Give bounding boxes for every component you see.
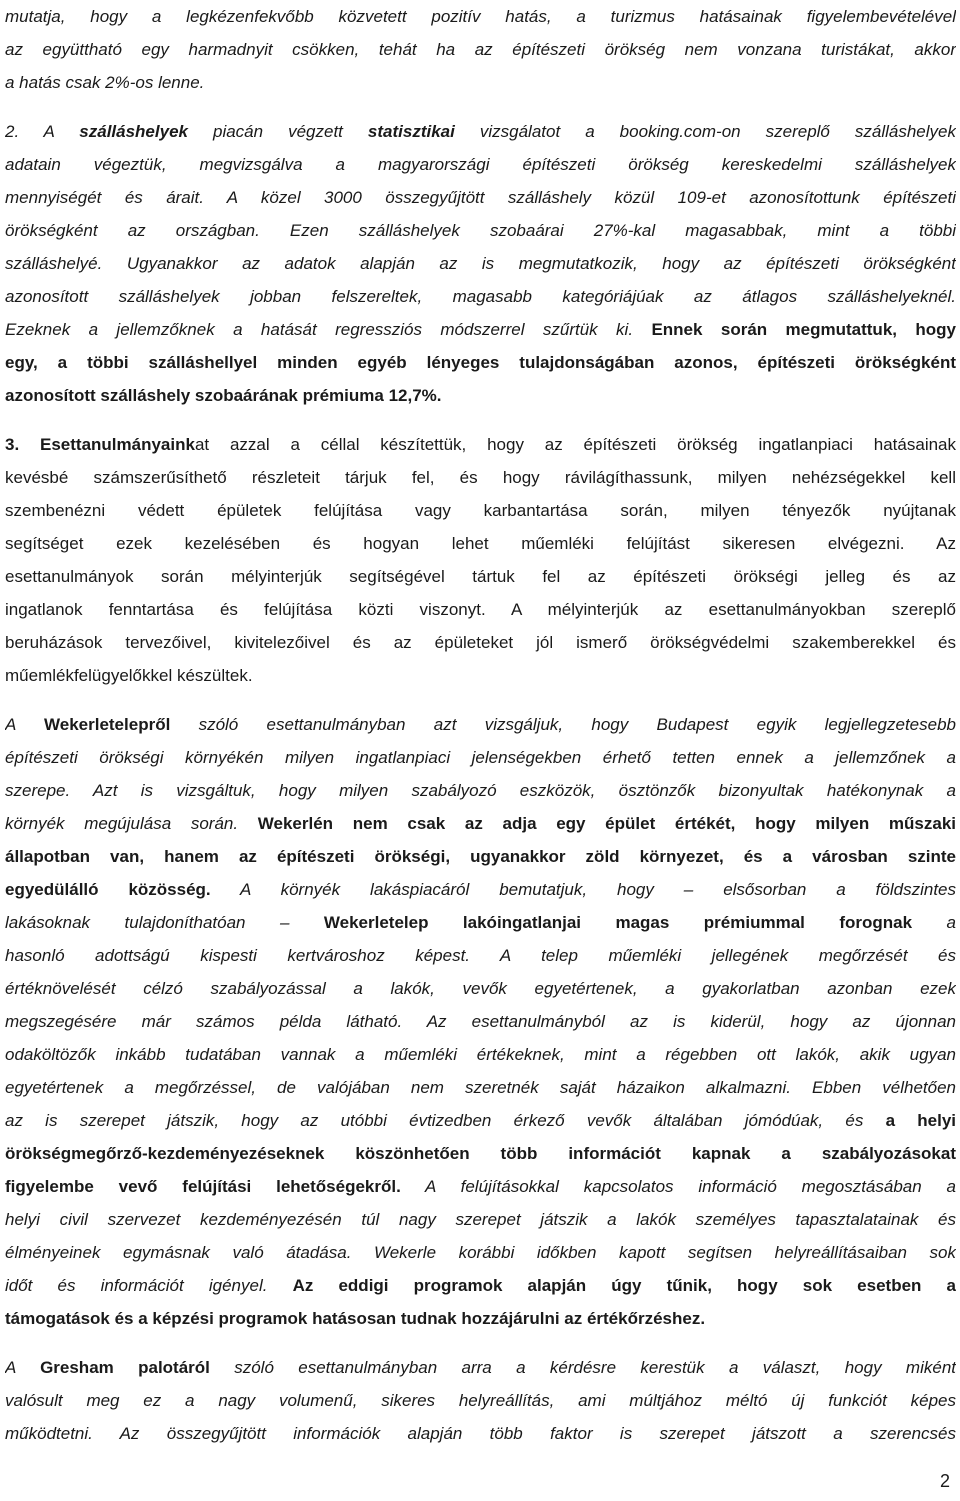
text-run: Wekerletelepről: [44, 715, 171, 734]
text-run: A felújításokkal kapcsolatos információ megosztásában a: [400, 1177, 956, 1196]
text-run: segítséget ezek kezelésében és hogyan lehet műemléki felújítást sikeresen elvégezni. Az: [5, 534, 956, 553]
text-run: élményeinek egymásnak való átadása. Wekerle korábbi időkben kapott segítsen helyreállításaiban sok: [5, 1243, 956, 1262]
text-line: [5, 1384, 956, 1417]
text-run: A környék lakáspiacáról bemutatjuk, hogy – elsősorban a földszintes: [210, 880, 956, 899]
text-line: [5, 873, 956, 906]
text-run: környék megújulása során.: [5, 814, 258, 833]
text-line: [5, 1351, 956, 1384]
paragraph: [5, 1351, 956, 1450]
text-line: [5, 560, 956, 593]
text-line: [5, 1203, 956, 1236]
text-run: örökségként az országban. Ezen szálláshelyek szobaárai 27%-kal magasabbak, mint a többi: [5, 221, 956, 240]
text-run: lakásoknak tulajdoníthatóan –: [5, 913, 324, 932]
text-run: beruházások tervezőivel, kivitelezőivel és az épületeket jól ismerő örökségvédelmi szakemberekkel és: [5, 633, 956, 652]
text-run: megszegésére már számos példa látható. Az esettanulmányból az is kiderül, hogy az újonnan: [5, 1012, 956, 1031]
text-line: [5, 313, 956, 346]
text-line: [5, 1417, 956, 1450]
page-number: 2: [939, 1471, 950, 1491]
text-run: állapotban van, hanem az építészeti örökségi, ugyanakkor zöld környezet, és a városban szinte: [5, 847, 956, 866]
text-run: ingatlanok fenntartása és felújítása közti viszonyt. A mélyinterjúk az esettanulmányokban szereplő: [5, 600, 956, 619]
text-line: [5, 939, 956, 972]
text-run: egyedülálló közösség.: [5, 880, 211, 899]
text-run: odaköltözők inkább tudatában vannak a műemléki értékeknek, mint a régebben ott lakók, akik ugyan: [5, 1045, 956, 1064]
text-line: [5, 379, 956, 412]
text-run: szóló esettanulmányban arra a kérdésre kerestük a választ, hogy miként: [209, 1358, 956, 1377]
text-line: [5, 0, 956, 33]
text-run: 3. Esettanulmányaink: [5, 435, 195, 454]
text-run: piacán végzett: [187, 122, 368, 141]
text-run: az is szerepet játszik, hogy az utóbbi évtizedben érkező vevők általában jómódúak, és: [5, 1111, 886, 1130]
text-run: azonosított szálláshely szobaárának prémiuma 12,7%.: [5, 386, 442, 405]
text-run: Gresham palotáról: [40, 1358, 210, 1377]
text-run: mennyiségét és árait. A közel 3000 összegyűjtött szálláshely közül 109-et azonosítottunk építészeti: [5, 188, 956, 207]
text-line: [5, 66, 956, 99]
text-run: szálláshelyek: [79, 122, 188, 141]
text-run: építészeti örökségi környékén milyen ingatlanpiaci jelenségekben érhető tetten ennek a jellemzőnek a: [5, 748, 956, 767]
text-run: at azzal a céllal készítettük, hogy az építészeti örökség ingatlanpiaci hatásainak: [194, 435, 956, 454]
text-run: szóló esettanulmányban azt vizsgáljuk, hogy Budapest egyik legjellegzetesebb: [170, 715, 956, 734]
paragraph: [5, 428, 956, 692]
text-run: egy, a többi szálláshellyel minden egyéb lényeges tulajdonságában azonos, építészeti örökségként: [5, 353, 956, 372]
text-line: [5, 807, 956, 840]
text-line: [5, 972, 956, 1005]
text-run: örökségmegőrző-kezdeményezéseknek köszönhetően több információt kapnak a szabályozásokat: [5, 1144, 956, 1163]
text-run: Az eddigi programok alapján úgy tűnik, hogy sok esetben a: [292, 1276, 956, 1295]
text-run: hasonló adottságú kispesti kertvároshoz képest. A telep műemléki jellegének megőrzését és: [5, 946, 956, 965]
text-line: [5, 247, 956, 280]
text-line: [5, 1005, 956, 1038]
text-run: egyetértenek a megőrzéssel, de valójában nem szeretnék saját házaikon alkalmazni. Ebben vélhetően: [5, 1078, 956, 1097]
text-run: statisztikai: [367, 122, 455, 141]
text-run: A: [5, 1358, 41, 1377]
text-line: [5, 840, 956, 873]
text-line: [5, 1170, 956, 1203]
text-line: [5, 494, 956, 527]
text-run: A: [5, 715, 44, 734]
text-line: [5, 741, 956, 774]
text-line: [5, 1071, 956, 1104]
text-run: szálláshelyé. Ugyanakkor az adatok alapján az is megmutatkozik, hogy az építészeti örökségként: [5, 254, 956, 273]
paragraph: [5, 0, 956, 99]
text-run: Wekerlén nem csak az adja egy épület értékét, hogy milyen műszaki: [257, 814, 956, 833]
text-line: [5, 626, 956, 659]
text-run: műemlékfelügyelőkkel készültek.: [5, 666, 253, 685]
text-run: támogatások és a képzési programok hatásosan tudnak hozzájárulni az értékőrzéshez.: [5, 1309, 706, 1328]
text-run: adatain végeztük, megvizsgálva a magyarországi építészeti örökség kereskedelmi szálláshelyek: [5, 155, 956, 174]
text-line: [5, 1104, 956, 1137]
text-line: [5, 1038, 956, 1071]
text-line: [5, 181, 956, 214]
text-run: Wekerletelep lakóingatlanjai magas prémiummal forognak: [323, 913, 913, 932]
text-line: [5, 214, 956, 247]
text-run: mutatja, hogy a legkézenfekvőbb közvetett pozitív hatás, a turizmus hatásainak figyelembevételével: [5, 7, 956, 26]
text-run: szembenézni védett épületek felújítása vagy karbantartása során, milyen tényezők nyújtanak: [5, 501, 956, 520]
text-run: 2. A: [5, 122, 80, 141]
text-run: szerepe. Azt is vizsgáltuk, hogy milyen szabályozó eszközök, ösztönzők bizonyultak hatékonynak a: [5, 781, 956, 800]
text-run: a: [912, 913, 956, 932]
text-run: időt és információt igényel.: [5, 1276, 293, 1295]
text-line: [5, 346, 956, 379]
text-run: esettanulmányok során mélyinterjúk segítségével tártuk fel az építészeti örökségi jelleg és az: [5, 567, 956, 586]
text-run: a helyi: [885, 1111, 956, 1130]
text-line: [5, 593, 956, 626]
text-run: Ennek során megmutattuk, hogy: [651, 320, 956, 339]
text-line: [5, 33, 956, 66]
text-run: helyi civil szervezet kezdeményezésén túl nagy szerepet játszik a lakók személyes tapasztalatainak és: [5, 1210, 956, 1229]
paragraph: [5, 115, 956, 412]
text-run: kevésbé számszerűsíthető részleteit tárjuk fel, és hogy rávilágíthassunk, milyen nehézségekkel kell: [5, 468, 956, 487]
text-line: [5, 115, 956, 148]
text-run: működtetni. Az összegyűjtött információk alapján több faktor is szerepet játszott a szerencsés: [5, 1424, 956, 1443]
text-run: azonosított szálláshelyek jobban felszereltek, magasabb kategóriájúak az átlagos szálláshelyeknél.: [5, 287, 956, 306]
text-line: [5, 1302, 956, 1335]
text-line: [5, 527, 956, 560]
text-run: a hatás csak 2%-os lenne.: [5, 73, 205, 92]
text-line: [5, 906, 956, 939]
text-line: [5, 280, 956, 313]
text-run: vizsgálatot a booking.com-on szereplő szálláshelyek: [454, 122, 956, 141]
text-line: [5, 659, 956, 692]
text-run: az együttható egy harmadnyit csökken, tehát ha az építészeti örökség nem vonzana turistákat, akkor: [5, 40, 956, 59]
document-page: [5, 0, 956, 1450]
text-run: figyelembe vevő felújítási lehetőségekről.: [5, 1177, 401, 1196]
text-line: [5, 1269, 956, 1302]
text-line: [5, 708, 956, 741]
text-line: [5, 1137, 956, 1170]
text-line: [5, 774, 956, 807]
text-line: [5, 1236, 956, 1269]
paragraph: [5, 708, 956, 1335]
text-line: [5, 148, 956, 181]
text-run: valósult meg ez a nagy volumenű, sikeres helyreállítás, ami múltjához méltó új funkciót képes: [5, 1391, 956, 1410]
text-run: Ezeknek a jellemzőknek a hatását regressziós módszerrel szűrtük ki.: [5, 320, 652, 339]
text-line: [5, 428, 956, 461]
text-run: értéknövelését célzó szabályozással a lakók, vevők egyetértenek, a gyakorlatban azonban ezek: [5, 979, 956, 998]
text-line: [5, 461, 956, 494]
